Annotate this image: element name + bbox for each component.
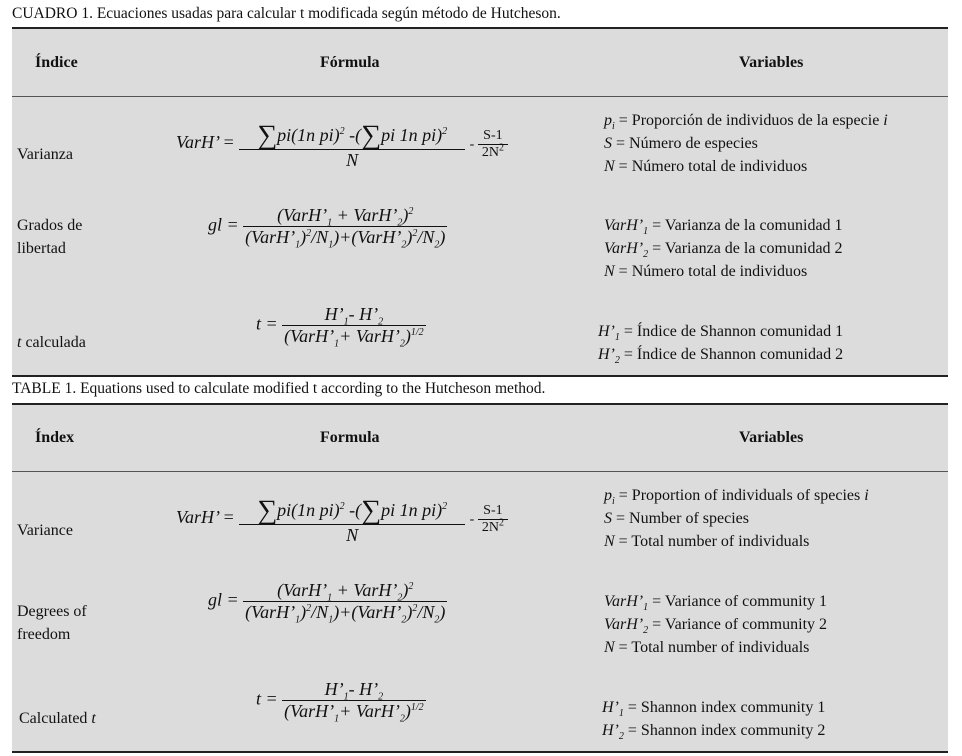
formula-df: gl = $\frac{(VarH’_1 + VarH’_2)^2}{(VarH’_1)^2/N_1)+(VarH’_2)^2/N_2)}$ — [208, 205, 446, 251]
vars-variance: $p_i$ = Proporción de individuos de la especie i S = Número de especies N = Número total de individuos — [604, 112, 888, 175]
header-index: Índice — [35, 54, 78, 71]
row-label-df: Grados de libertad — [17, 217, 83, 257]
header-formula: Formula — [320, 429, 380, 446]
header-variables: Variables — [739, 429, 804, 446]
table-caption-en: TABLE 1. Equations used to calculate modified t according to the Hutcheson method. — [12, 380, 546, 397]
vars-t: $H’_1$ = Índice de Shannon comunidad 1 $H’_2$ = Índice de Shannon comunidad 2 — [598, 323, 844, 367]
row-label-t: t calculada — [17, 334, 86, 351]
sigma-icon: ∑ — [361, 120, 382, 151]
formula-variance: VarH’ = $\frac{\sum pi(1n pi)^2 -(\sum pi 1n pi)^2}{N}$ - $\frac{S-1}{2N^2}$ — [176, 117, 508, 171]
row-label-variance: Varianza — [17, 146, 73, 163]
row-label-t: Calculated t — [19, 710, 96, 727]
sigma-icon: ∑ — [257, 120, 278, 151]
formula-t: t = $\frac{H’_1- H’_2}{(VarH’_1+ VarH’_2)^{1/2}}$ — [256, 679, 424, 725]
header-variables: Variables — [739, 54, 804, 71]
vars-df: $VarH’_1$ = Varianza de la comunidad 1 $VarH’_2$ = Varianza de la comunidad 2 N = Número total de individuos — [604, 217, 843, 280]
sigma-icon: ∑ — [257, 495, 278, 526]
formula-t: t = $\frac{H’_1- H’_2}{(VarH’_1+ VarH’_2)^{1/2}}$ — [256, 304, 424, 350]
header-formula: Fórmula — [320, 54, 380, 71]
row-label-variance: Variance — [17, 522, 73, 539]
table-es — [12, 27, 948, 377]
vars-df: $VarH’_1$ = Variance of community 1 $VarH’_2$ = Variance of community 2 N = Total number of individuals — [604, 593, 828, 656]
table-en — [12, 403, 948, 753]
formula-df: gl = $\frac{(VarH’_1 + VarH’_2)^2}{(VarH’_1)^2/N_1)+(VarH’_2)^2/N_2)}$ — [208, 580, 446, 626]
vars-t: $H’_1$ = Shannon index community 1 $H’_2$ = Shannon index community 2 — [602, 699, 826, 743]
formula-variance: VarH’ = $\frac{\sum pi(1n pi)^2 -(\sum pi 1n pi)^2}{N}$ - $\frac{S-1}{2N^2}$ — [176, 492, 508, 546]
header-index: Índex — [35, 429, 75, 446]
table-header-en — [12, 405, 948, 472]
table-header-es — [12, 29, 948, 97]
row-label-df: Degrees of freedom — [17, 603, 87, 643]
sigma-icon: ∑ — [361, 495, 382, 526]
table-caption-es: CUADRO 1. Ecuaciones usadas para calcular t modificada según método de Hutcheson. — [12, 5, 561, 22]
vars-variance: $p_i$ = Proportion of individuals of species i S = Number of species N = Total number of individuals — [604, 487, 869, 550]
